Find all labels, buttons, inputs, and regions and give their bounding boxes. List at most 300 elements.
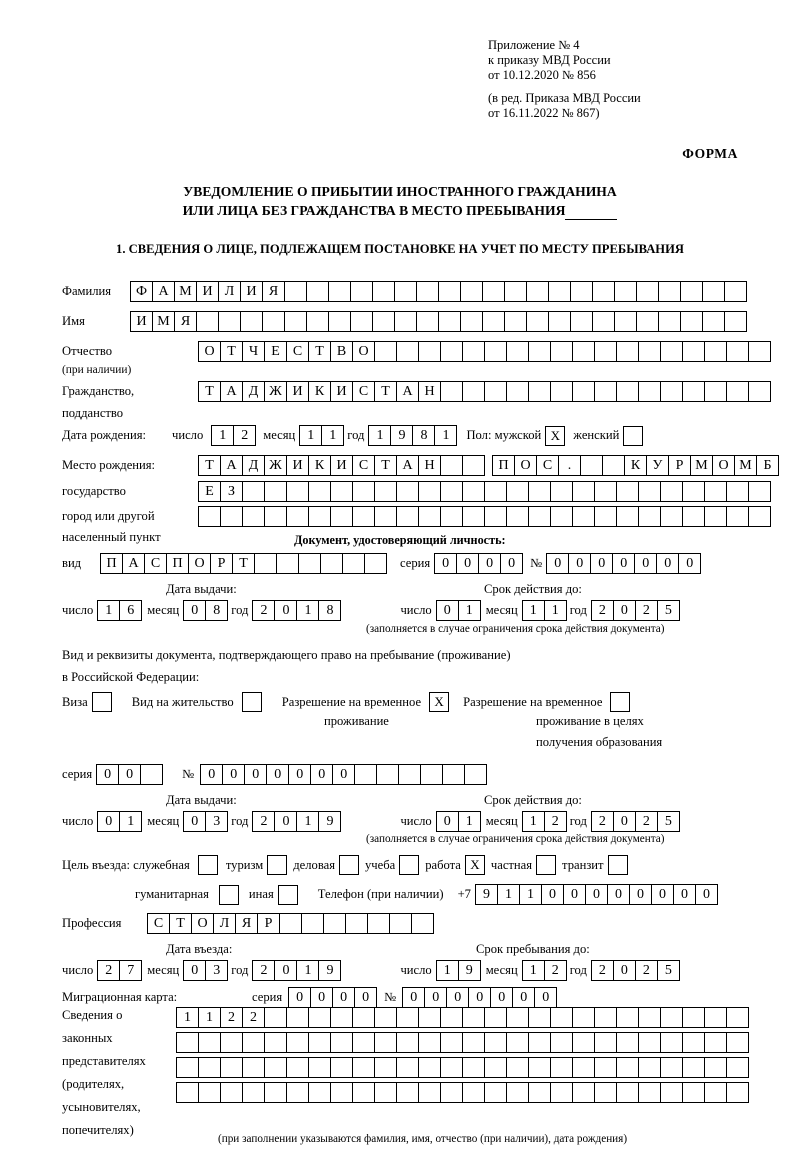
form-cell[interactable]: 2 xyxy=(544,960,567,981)
form-cell[interactable] xyxy=(506,1082,529,1103)
form-cell[interactable] xyxy=(660,1032,683,1053)
form-cell[interactable] xyxy=(398,764,421,785)
doc-kind-input[interactable] xyxy=(100,553,386,574)
form-cell[interactable]: Я xyxy=(235,913,258,934)
form-cell[interactable]: М xyxy=(152,311,175,332)
form-cell[interactable] xyxy=(254,553,277,574)
form-cell[interactable] xyxy=(440,1032,463,1053)
legal-rep-input-2[interactable] xyxy=(176,1032,748,1053)
form-cell[interactable]: 2 xyxy=(591,811,614,832)
form-cell[interactable] xyxy=(220,506,243,527)
form-cell[interactable] xyxy=(638,1032,661,1053)
phone-input[interactable] xyxy=(475,884,717,905)
form-cell[interactable] xyxy=(528,381,551,402)
form-cell[interactable]: С xyxy=(536,455,559,476)
form-cell[interactable]: 0 xyxy=(546,553,569,574)
form-cell[interactable]: 0 xyxy=(590,553,613,574)
form-cell[interactable]: 0 xyxy=(310,764,333,785)
form-cell[interactable]: 1 xyxy=(497,884,520,905)
stay-valid-day-input[interactable] xyxy=(436,811,480,832)
form-cell[interactable] xyxy=(660,1057,683,1078)
form-cell[interactable] xyxy=(614,281,637,302)
form-cell[interactable] xyxy=(506,506,529,527)
form-cell[interactable] xyxy=(572,341,595,362)
form-cell[interactable] xyxy=(440,1007,463,1028)
form-cell[interactable] xyxy=(580,455,603,476)
form-cell[interactable] xyxy=(442,764,465,785)
form-cell[interactable]: Т xyxy=(308,341,331,362)
form-cell[interactable]: Р xyxy=(210,553,233,574)
form-cell[interactable] xyxy=(660,1082,683,1103)
form-cell[interactable] xyxy=(638,1082,661,1103)
form-cell[interactable] xyxy=(440,381,463,402)
stay-issue-day-input[interactable] xyxy=(97,811,141,832)
form-cell[interactable]: 8 xyxy=(318,600,341,621)
form-cell[interactable]: 0 xyxy=(402,987,425,1008)
form-cell[interactable]: 3 xyxy=(205,811,228,832)
form-cell[interactable] xyxy=(220,1032,243,1053)
form-cell[interactable] xyxy=(726,1007,749,1028)
form-cell[interactable] xyxy=(572,1007,595,1028)
form-cell[interactable]: 0 xyxy=(490,987,513,1008)
form-cell[interactable]: 0 xyxy=(673,884,696,905)
form-cell[interactable] xyxy=(704,381,727,402)
form-cell[interactable] xyxy=(504,281,527,302)
form-cell[interactable] xyxy=(350,311,373,332)
form-cell[interactable] xyxy=(704,1007,727,1028)
form-cell[interactable] xyxy=(528,1007,551,1028)
form-cell[interactable] xyxy=(724,311,747,332)
form-cell[interactable]: И xyxy=(196,281,219,302)
form-cell[interactable] xyxy=(411,913,434,934)
form-cell[interactable] xyxy=(594,1032,617,1053)
form-cell[interactable]: 1 xyxy=(211,425,234,446)
form-cell[interactable] xyxy=(376,764,399,785)
form-cell[interactable] xyxy=(262,311,285,332)
form-cell[interactable]: Д xyxy=(242,381,265,402)
form-cell[interactable] xyxy=(198,506,221,527)
form-cell[interactable] xyxy=(462,481,485,502)
form-cell[interactable]: Т xyxy=(220,341,243,362)
form-cell[interactable]: 0 xyxy=(534,987,557,1008)
form-cell[interactable] xyxy=(526,281,549,302)
form-cell[interactable] xyxy=(396,1032,419,1053)
legal-rep-input-3[interactable] xyxy=(176,1057,748,1078)
form-cell[interactable]: Е xyxy=(264,341,287,362)
form-cell[interactable]: Т xyxy=(198,455,221,476)
form-cell[interactable] xyxy=(374,1082,397,1103)
form-cell[interactable]: 0 xyxy=(695,884,718,905)
form-cell[interactable] xyxy=(638,1057,661,1078)
form-cell[interactable] xyxy=(572,481,595,502)
form-cell[interactable] xyxy=(748,506,771,527)
form-cell[interactable]: О xyxy=(191,913,214,934)
form-cell[interactable]: 0 xyxy=(97,811,120,832)
form-cell[interactable] xyxy=(396,481,419,502)
stay-issue-year-input[interactable] xyxy=(252,811,340,832)
form-cell[interactable]: 9 xyxy=(475,884,498,905)
form-cell[interactable]: 2 xyxy=(635,811,658,832)
form-cell[interactable] xyxy=(460,311,483,332)
birth-city-input-row2[interactable] xyxy=(198,481,770,502)
form-cell[interactable]: 7 xyxy=(119,960,142,981)
form-cell[interactable] xyxy=(364,553,387,574)
visa-checkbox[interactable] xyxy=(92,692,112,712)
form-cell[interactable]: 0 xyxy=(478,553,501,574)
form-cell[interactable]: 2 xyxy=(544,811,567,832)
form-cell[interactable] xyxy=(548,311,571,332)
form-cell[interactable] xyxy=(550,1057,573,1078)
form-cell[interactable]: 2 xyxy=(591,960,614,981)
form-cell[interactable] xyxy=(284,311,307,332)
stay-to-day-input[interactable] xyxy=(436,960,480,981)
form-cell[interactable]: 2 xyxy=(591,600,614,621)
form-cell[interactable]: 2 xyxy=(97,960,120,981)
form-cell[interactable]: 0 xyxy=(310,987,333,1008)
form-cell[interactable] xyxy=(350,281,373,302)
form-cell[interactable] xyxy=(330,481,353,502)
form-cell[interactable] xyxy=(528,506,551,527)
stay-to-month-input[interactable] xyxy=(522,960,566,981)
form-cell[interactable] xyxy=(748,481,771,502)
form-cell[interactable]: 0 xyxy=(200,764,223,785)
form-cell[interactable] xyxy=(374,481,397,502)
form-cell[interactable] xyxy=(394,311,417,332)
form-cell[interactable]: 0 xyxy=(424,987,447,1008)
form-cell[interactable] xyxy=(638,481,661,502)
form-cell[interactable] xyxy=(548,281,571,302)
form-cell[interactable]: А xyxy=(220,381,243,402)
form-cell[interactable]: 2 xyxy=(252,960,275,981)
form-cell[interactable] xyxy=(330,1007,353,1028)
form-cell[interactable] xyxy=(682,1007,705,1028)
purpose-humanitarian-checkbox[interactable] xyxy=(219,885,239,905)
form-cell[interactable] xyxy=(462,1082,485,1103)
form-cell[interactable]: 0 xyxy=(436,811,459,832)
form-cell[interactable] xyxy=(462,455,485,476)
form-cell[interactable]: Я xyxy=(262,281,285,302)
form-cell[interactable]: 0 xyxy=(274,811,297,832)
form-cell[interactable] xyxy=(396,1057,419,1078)
form-cell[interactable] xyxy=(418,1057,441,1078)
mig-number-input[interactable] xyxy=(402,987,556,1008)
form-cell[interactable]: 0 xyxy=(585,884,608,905)
form-cell[interactable] xyxy=(372,281,395,302)
form-cell[interactable] xyxy=(594,1057,617,1078)
form-cell[interactable] xyxy=(484,481,507,502)
doc-valid-month-input[interactable] xyxy=(522,600,566,621)
form-cell[interactable]: 2 xyxy=(635,600,658,621)
surname-input[interactable] xyxy=(130,281,746,302)
stay-issue-month-input[interactable] xyxy=(183,811,227,832)
form-cell[interactable] xyxy=(418,506,441,527)
form-cell[interactable]: 0 xyxy=(613,600,636,621)
form-cell[interactable] xyxy=(352,1007,375,1028)
form-cell[interactable] xyxy=(704,481,727,502)
form-cell[interactable] xyxy=(220,1082,243,1103)
form-cell[interactable] xyxy=(218,311,241,332)
form-cell[interactable]: З xyxy=(220,481,243,502)
form-cell[interactable] xyxy=(242,1082,265,1103)
form-cell[interactable] xyxy=(660,481,683,502)
form-cell[interactable] xyxy=(506,381,529,402)
form-cell[interactable] xyxy=(418,1032,441,1053)
form-cell[interactable]: Л xyxy=(213,913,236,934)
form-cell[interactable]: 0 xyxy=(568,553,591,574)
form-cell[interactable]: 0 xyxy=(288,764,311,785)
form-cell[interactable]: Б xyxy=(756,455,779,476)
form-cell[interactable]: О xyxy=(198,341,221,362)
form-cell[interactable]: 2 xyxy=(252,811,275,832)
form-cell[interactable]: 0 xyxy=(436,600,459,621)
mig-series-input[interactable] xyxy=(288,987,376,1008)
form-cell[interactable] xyxy=(682,1082,705,1103)
form-cell[interactable] xyxy=(416,311,439,332)
form-cell[interactable]: А xyxy=(152,281,175,302)
form-cell[interactable]: 9 xyxy=(318,960,341,981)
form-cell[interactable] xyxy=(462,506,485,527)
form-cell[interactable] xyxy=(616,1007,639,1028)
form-cell[interactable]: 1 xyxy=(436,960,459,981)
form-cell[interactable]: 0 xyxy=(274,600,297,621)
form-cell[interactable] xyxy=(418,1007,441,1028)
form-cell[interactable]: 0 xyxy=(96,764,119,785)
form-cell[interactable] xyxy=(528,341,551,362)
form-cell[interactable] xyxy=(504,311,527,332)
form-cell[interactable] xyxy=(506,1032,529,1053)
purpose-business-checkbox[interactable] xyxy=(339,855,359,875)
form-cell[interactable] xyxy=(198,1032,221,1053)
form-cell[interactable]: Т xyxy=(198,381,221,402)
form-cell[interactable]: И xyxy=(240,281,263,302)
form-cell[interactable] xyxy=(396,506,419,527)
form-cell[interactable]: 0 xyxy=(183,960,206,981)
form-cell[interactable]: Т xyxy=(232,553,255,574)
form-cell[interactable] xyxy=(140,764,163,785)
form-cell[interactable] xyxy=(284,281,307,302)
form-cell[interactable]: 1 xyxy=(198,1007,221,1028)
form-cell[interactable] xyxy=(367,913,390,934)
stay-series-input[interactable] xyxy=(96,764,162,785)
form-cell[interactable] xyxy=(594,381,617,402)
form-cell[interactable] xyxy=(440,481,463,502)
form-cell[interactable] xyxy=(462,341,485,362)
form-cell[interactable] xyxy=(726,381,749,402)
form-cell[interactable] xyxy=(572,381,595,402)
form-cell[interactable] xyxy=(726,1032,749,1053)
form-cell[interactable] xyxy=(636,281,659,302)
purpose-study-checkbox[interactable] xyxy=(399,855,419,875)
form-cell[interactable] xyxy=(276,553,299,574)
form-cell[interactable] xyxy=(320,553,343,574)
patronymic-input[interactable] xyxy=(198,341,770,362)
entry-month-input[interactable] xyxy=(183,960,227,981)
form-cell[interactable] xyxy=(550,1032,573,1053)
form-cell[interactable]: 1 xyxy=(519,884,542,905)
form-cell[interactable] xyxy=(594,506,617,527)
form-cell[interactable]: 0 xyxy=(612,553,635,574)
form-cell[interactable]: 5 xyxy=(657,960,680,981)
doc-issue-year-input[interactable] xyxy=(252,600,340,621)
form-cell[interactable] xyxy=(279,913,302,934)
form-cell[interactable] xyxy=(396,1082,419,1103)
form-cell[interactable]: О xyxy=(514,455,537,476)
form-cell[interactable] xyxy=(330,1057,353,1078)
form-cell[interactable] xyxy=(724,281,747,302)
form-cell[interactable] xyxy=(372,311,395,332)
form-cell[interactable]: Я xyxy=(174,311,197,332)
form-cell[interactable] xyxy=(396,341,419,362)
form-cell[interactable] xyxy=(462,1057,485,1078)
form-cell[interactable] xyxy=(440,506,463,527)
citizenship-input[interactable] xyxy=(198,381,770,402)
form-cell[interactable] xyxy=(702,311,725,332)
form-cell[interactable]: С xyxy=(147,913,170,934)
form-cell[interactable]: 0 xyxy=(332,764,355,785)
form-cell[interactable] xyxy=(570,311,593,332)
form-cell[interactable] xyxy=(594,1082,617,1103)
form-cell[interactable] xyxy=(308,1057,331,1078)
birth-state-input[interactable] xyxy=(198,455,484,476)
form-cell[interactable]: И xyxy=(330,381,353,402)
form-cell[interactable] xyxy=(638,341,661,362)
form-cell[interactable] xyxy=(660,1007,683,1028)
form-cell[interactable]: . xyxy=(558,455,581,476)
form-cell[interactable] xyxy=(352,481,375,502)
form-cell[interactable] xyxy=(440,1057,463,1078)
form-cell[interactable] xyxy=(704,341,727,362)
form-cell[interactable] xyxy=(242,1057,265,1078)
form-cell[interactable] xyxy=(308,481,331,502)
form-cell[interactable] xyxy=(572,506,595,527)
form-cell[interactable] xyxy=(416,281,439,302)
form-cell[interactable] xyxy=(592,311,615,332)
form-cell[interactable] xyxy=(682,481,705,502)
form-cell[interactable]: 9 xyxy=(318,811,341,832)
form-cell[interactable]: 0 xyxy=(512,987,535,1008)
form-cell[interactable] xyxy=(462,1032,485,1053)
form-cell[interactable]: 3 xyxy=(205,960,228,981)
form-cell[interactable]: 0 xyxy=(244,764,267,785)
form-cell[interactable]: 1 xyxy=(296,811,319,832)
form-cell[interactable] xyxy=(418,341,441,362)
name-input[interactable] xyxy=(130,311,746,332)
form-cell[interactable] xyxy=(726,481,749,502)
form-cell[interactable] xyxy=(242,481,265,502)
form-cell[interactable] xyxy=(704,1057,727,1078)
form-cell[interactable] xyxy=(352,1057,375,1078)
form-cell[interactable]: Ф xyxy=(130,281,153,302)
form-cell[interactable] xyxy=(636,311,659,332)
form-cell[interactable] xyxy=(306,311,329,332)
form-cell[interactable]: О xyxy=(712,455,735,476)
form-cell[interactable] xyxy=(352,506,375,527)
form-cell[interactable] xyxy=(658,281,681,302)
form-cell[interactable]: К xyxy=(308,381,331,402)
form-cell[interactable]: К xyxy=(308,455,331,476)
form-cell[interactable]: Ж xyxy=(264,381,287,402)
stay-valid-month-input[interactable] xyxy=(522,811,566,832)
form-cell[interactable] xyxy=(550,381,573,402)
form-cell[interactable]: 0 xyxy=(500,553,523,574)
form-cell[interactable]: А xyxy=(220,455,243,476)
form-cell[interactable] xyxy=(328,281,351,302)
form-cell[interactable]: 2 xyxy=(242,1007,265,1028)
form-cell[interactable] xyxy=(528,1082,551,1103)
form-cell[interactable]: В xyxy=(330,341,353,362)
form-cell[interactable]: А xyxy=(396,455,419,476)
form-cell[interactable]: 0 xyxy=(541,884,564,905)
form-cell[interactable] xyxy=(572,1057,595,1078)
form-cell[interactable] xyxy=(704,1082,727,1103)
form-cell[interactable]: К xyxy=(624,455,647,476)
purpose-work-checkbox[interactable]: X xyxy=(465,855,485,875)
form-cell[interactable]: С xyxy=(286,341,309,362)
form-cell[interactable]: А xyxy=(122,553,145,574)
form-cell[interactable] xyxy=(286,1082,309,1103)
form-cell[interactable]: 1 xyxy=(321,425,344,446)
form-cell[interactable] xyxy=(550,481,573,502)
form-cell[interactable] xyxy=(374,1057,397,1078)
form-cell[interactable]: 0 xyxy=(629,884,652,905)
form-cell[interactable] xyxy=(286,1007,309,1028)
doc-valid-day-input[interactable] xyxy=(436,600,480,621)
form-cell[interactable]: 0 xyxy=(354,987,377,1008)
residence-checkbox[interactable] xyxy=(242,692,262,712)
form-cell[interactable]: 1 xyxy=(97,600,120,621)
form-cell[interactable] xyxy=(616,1082,639,1103)
form-cell[interactable] xyxy=(726,506,749,527)
form-cell[interactable]: И xyxy=(130,311,153,332)
form-cell[interactable]: 5 xyxy=(657,811,680,832)
form-cell[interactable] xyxy=(242,1032,265,1053)
form-cell[interactable] xyxy=(440,341,463,362)
form-cell[interactable]: Ч xyxy=(242,341,265,362)
form-cell[interactable]: 0 xyxy=(456,553,479,574)
form-cell[interactable]: 9 xyxy=(458,960,481,981)
form-cell[interactable]: 9 xyxy=(390,425,413,446)
form-cell[interactable] xyxy=(242,506,265,527)
form-cell[interactable]: 0 xyxy=(183,811,206,832)
form-cell[interactable] xyxy=(484,1082,507,1103)
form-cell[interactable]: Т xyxy=(374,381,397,402)
form-cell[interactable]: 1 xyxy=(458,811,481,832)
form-cell[interactable] xyxy=(680,311,703,332)
form-cell[interactable] xyxy=(682,1032,705,1053)
purpose-private-checkbox[interactable] xyxy=(536,855,556,875)
form-cell[interactable]: 0 xyxy=(651,884,674,905)
form-cell[interactable] xyxy=(220,1057,243,1078)
form-cell[interactable]: 0 xyxy=(607,884,630,905)
form-cell[interactable] xyxy=(352,1032,375,1053)
form-cell[interactable] xyxy=(440,1082,463,1103)
purpose-tourism-checkbox[interactable] xyxy=(267,855,287,875)
form-cell[interactable] xyxy=(330,506,353,527)
form-cell[interactable]: М xyxy=(174,281,197,302)
form-cell[interactable] xyxy=(176,1032,199,1053)
birth-month-input[interactable] xyxy=(299,425,343,446)
form-cell[interactable]: Л xyxy=(218,281,241,302)
form-cell[interactable] xyxy=(638,381,661,402)
purpose-transit-checkbox[interactable] xyxy=(608,855,628,875)
form-cell[interactable] xyxy=(726,1057,749,1078)
form-cell[interactable] xyxy=(682,506,705,527)
form-cell[interactable]: Д xyxy=(242,455,265,476)
form-cell[interactable] xyxy=(374,1032,397,1053)
form-cell[interactable]: 2 xyxy=(233,425,256,446)
form-cell[interactable] xyxy=(176,1082,199,1103)
form-cell[interactable] xyxy=(616,481,639,502)
